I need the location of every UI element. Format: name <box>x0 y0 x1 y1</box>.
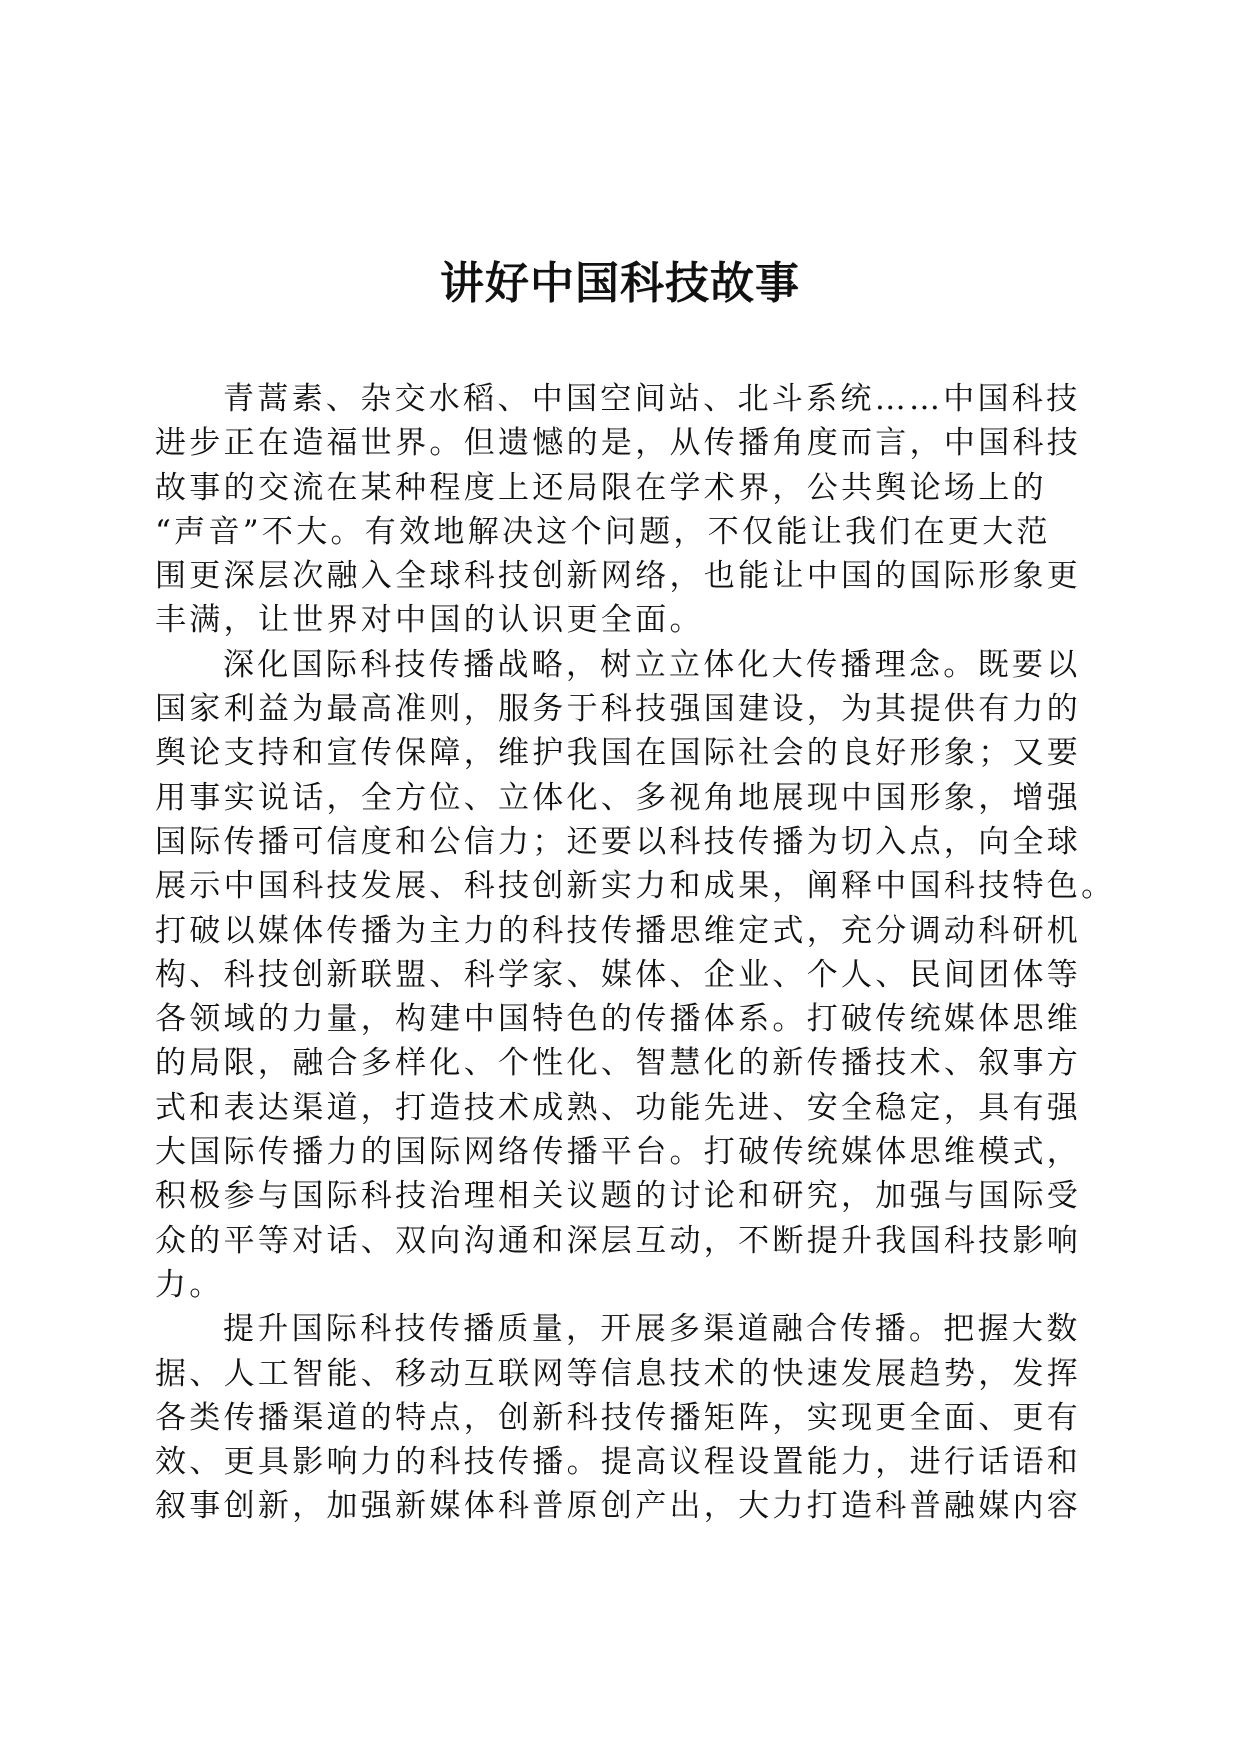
text-line: 展示中国科技发展、科技创新实力和成果，阐释中国科技特色。 <box>155 868 1116 905</box>
text-line: 众的平等对话、双向沟通和深层互动，不断提升我国科技影响 <box>155 1222 1082 1259</box>
document-title: 讲好中国科技故事 <box>440 258 800 309</box>
text-line: 各类传播渠道的特点，创新科技传播矩阵，实现更全面、更有 <box>155 1399 1082 1436</box>
paragraph-1 <box>155 377 1085 643</box>
text-line: 各领域的力量，构建中国特色的传播体系。打破传统媒体思维 <box>155 1001 1082 1038</box>
paragraph-3 <box>155 1307 1085 1528</box>
text-line: 打破以媒体传播为主力的科技传播思维定式，充分调动科研机 <box>155 912 1082 949</box>
text-line: 大国际传播力的国际网络传播平台。打破传统媒体思维模式， <box>155 1134 1082 1171</box>
text-line: 青蒿素、杂交水稻、中国空间站、北斗系统……中国科技 <box>223 381 1081 417</box>
text-line: 丰满，让世界对中国的认识更全面。 <box>155 602 704 639</box>
text-line: 据、人工智能、移动互联网等信息技术的快速发展趋势，发挥 <box>155 1355 1082 1392</box>
paragraph-2 <box>155 643 1116 1307</box>
text-line: 的局限，融合多样化、个性化、智慧化的新传播技术、叙事方 <box>155 1045 1082 1082</box>
text-line: 故事的交流在某种程度上还局限在学术界，公共舆论场上的 <box>155 469 1047 506</box>
text-line: 叙事创新，加强新媒体科普原创产出，大力打造科普融媒内容 <box>155 1488 1082 1525</box>
text-line: 效、更具影响力的科技传播。提高议程设置能力，进行话语和 <box>155 1444 1082 1481</box>
text-line: 提升国际科技传播质量，开展多渠道融合传播。把握大数 <box>223 1311 1081 1348</box>
document-body <box>155 377 1116 1529</box>
text-line: 深化国际科技传播战略，树立立体化大传播理念。既要以 <box>223 646 1081 683</box>
text-line: 国际传播可信度和公信力；还要以科技传播为切入点，向全球 <box>155 823 1082 860</box>
text-line: 舆论支持和宣传保障，维护我国在国际社会的良好形象；又要 <box>155 735 1082 772</box>
text-line: 积极参与国际科技治理相关议题的讨论和研究，加强与国际受 <box>155 1178 1082 1215</box>
text-line: 式和表达渠道，打造技术成熟、功能先进、安全稳定，具有强 <box>155 1089 1082 1126</box>
text-line: “声音”不大。有效地解决这个问题，不仅能让我们在更大范 <box>155 513 1051 550</box>
text-line: 围更深层次融入全球科技创新网络，也能让中国的国际形象更 <box>155 558 1082 595</box>
text-line: 国家利益为最高准则，服务于科技强国建设，为其提供有力的 <box>155 691 1082 728</box>
text-line: 用事实说话，全方位、立体化、多视角地展现中国形象，增强 <box>155 779 1082 816</box>
text-line: 构、科技创新联盟、科学家、媒体、企业、个人、民间团体等 <box>155 956 1082 993</box>
text-line: 进步正在造福世界。但遗憾的是，从传播角度而言，中国科技 <box>155 425 1082 462</box>
text-line: 力。 <box>155 1266 224 1303</box>
